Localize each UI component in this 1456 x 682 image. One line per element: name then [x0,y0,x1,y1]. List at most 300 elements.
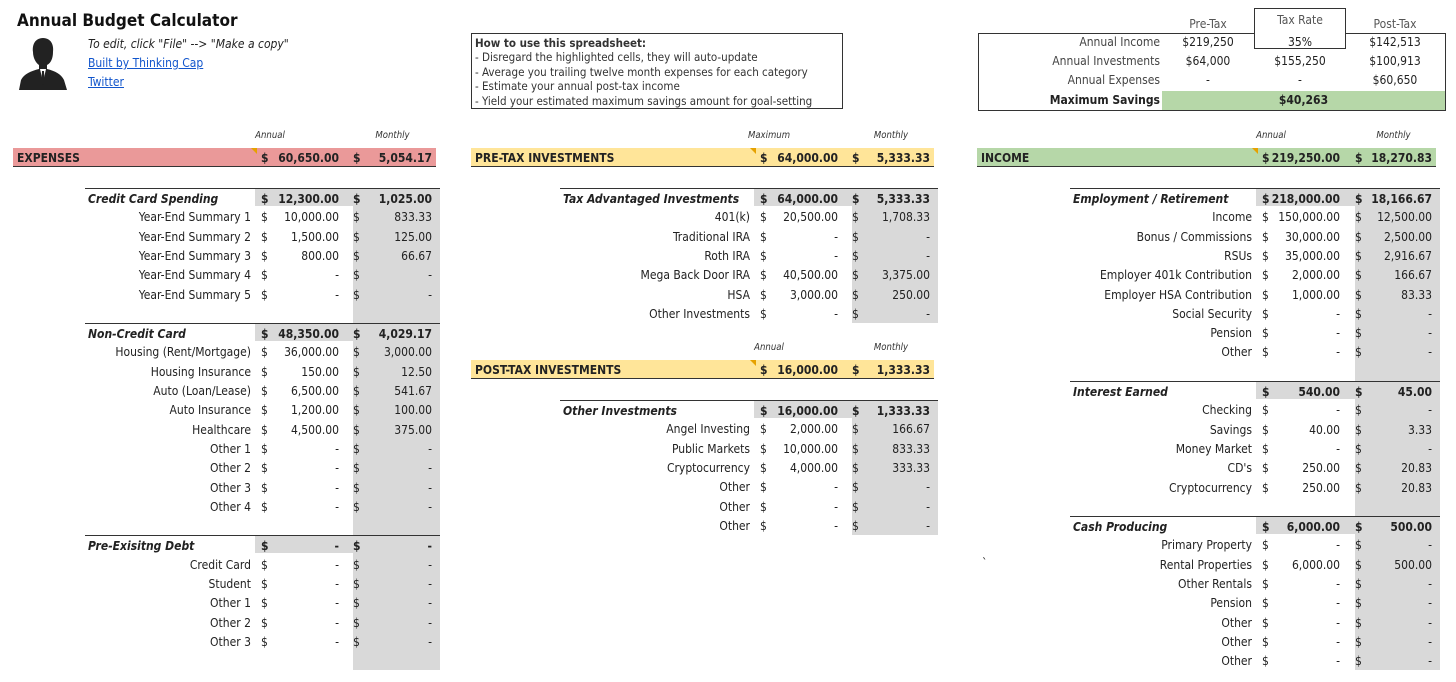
summary-post-value: $142,513 [1369,35,1421,49]
expenses-band [13,148,436,167]
expenses-row-annual[interactable]: - [335,577,339,591]
posttax-section-monthly: 1,333.33 [876,404,930,418]
posttax-section-dollar: $ [852,404,860,418]
expenses-row-dollar: $ [353,634,360,649]
income-row-monthly: 20.83 [1401,480,1432,495]
posttax-row-dollar: $ [852,499,859,514]
expenses-section-monthly: 1,025.00 [378,192,432,206]
pretax-row-dollar: $ [852,268,859,283]
tax-rate-header: Tax Rate [1254,8,1346,49]
summary-mid-value: 35% [1288,35,1312,49]
expenses-row-label: Year-End Summary 4 [138,268,251,283]
income-row-annual[interactable]: - [1336,441,1340,456]
expenses-header-annual: Annual [255,130,285,141]
summary-row-label: Annual Expenses [1067,73,1160,88]
posttax-row-annual[interactable]: 2,000.00 [789,422,838,437]
posttax-row-dollar: $ [760,441,767,456]
expenses-row-annual[interactable]: - [335,441,339,456]
expenses-row-annual[interactable]: 10,000.00 [284,210,339,225]
howto-line: - Disregard the highlighted cells, they will auto-update [475,50,758,65]
posttax-row-monthly: - [926,518,930,533]
income-row-monthly: - [1428,306,1432,321]
pretax-row-monthly: - [926,306,930,321]
income-section-monthly: 18,166.67 [1371,192,1432,206]
expenses-section-dollar: $ [261,327,269,342]
pretax-section-annual: 64,000.00 [777,192,838,206]
income-row-label: Employer HSA Contribution [1104,287,1252,302]
howto-line: - Yield your estimated maximum savings amount for goal-setting [475,93,813,108]
pretax-section-dollar: $ [852,192,860,206]
income-row-monthly: 166.67 [1394,268,1432,283]
posttax-section-title: Other Investments [563,404,677,418]
expenses-row-label: Year-End Summary 5 [138,287,251,302]
expenses-row-dollar: $ [261,210,268,225]
income-row-dollar: $ [1262,557,1269,572]
income-row-annual[interactable]: - [1336,596,1340,611]
expenses-row-monthly: - [428,499,432,514]
posttax-table-row[interactable] [0,516,930,535]
expenses-row-label: Credit Card [189,557,251,572]
expenses-band-monthly: 5,054.17 [378,151,432,165]
expenses-row-dollar: $ [261,441,268,456]
income-row-annual[interactable]: - [1336,538,1340,553]
income-section-title: Interest Earned [1073,385,1168,399]
income-section-dollar: $ [1262,192,1270,206]
posttax-section-header [560,400,938,419]
income-row-annual[interactable]: - [1336,654,1340,669]
posttax-row-monthly: 833.33 [892,441,930,456]
expenses-band-label: EXPENSES [17,151,80,165]
expenses-row-monthly: 833.33 [394,210,432,225]
income-row-monthly: 20.83 [1401,461,1432,476]
income-row-annual[interactable]: - [1336,306,1340,321]
income-row-label: Pension [1210,326,1252,341]
income-section-monthly: 500.00 [1390,520,1432,535]
expenses-row-label: Auto (Loan/Lease) [153,384,251,398]
posttax-row-annual[interactable]: - [834,499,838,514]
expenses-band-dollar: $ [353,151,361,165]
income-row-monthly: - [1428,441,1432,456]
expenses-row-dollar: $ [353,499,360,514]
income-section-title: Cash Producing [1073,520,1168,535]
expenses-row-dollar: $ [261,480,268,495]
income-row-annual[interactable]: 35,000.00 [1285,248,1340,263]
expenses-section-title: Credit Card Spending [88,192,219,206]
summary-row-label: Annual Income [1079,35,1160,49]
pretax-row-dollar: $ [760,229,767,244]
pretax-band-annual: 64,000.00 [777,151,838,165]
expenses-row-dollar: $ [353,210,360,225]
expenses-row-dollar: $ [261,557,268,572]
income-row-dollar: $ [1355,248,1362,263]
posttax-row-dollar: $ [760,518,767,533]
pretax-row-annual[interactable]: 40,500.00 [783,268,838,283]
expenses-table-row[interactable] [0,381,432,400]
pretax-band-label: PRE-TAX INVESTMENTS [475,151,615,165]
expenses-section-monthly: - [427,539,432,554]
expenses-row-label: Housing Insurance [150,364,251,379]
income-row-annual[interactable]: - [1336,615,1340,630]
income-header-monthly: Monthly [1376,130,1411,141]
pretax-row-label: Mega Back Door IRA [640,268,750,283]
posttax-row-dollar: $ [760,460,767,475]
income-row-dollar: $ [1262,577,1269,591]
expenses-row-label: Student [208,577,251,591]
income-section-header [1070,188,1440,207]
income-row-label: Other [1221,634,1252,649]
expenses-row-dollar: $ [353,441,360,456]
summary-mid-value: $155,250 [1274,54,1326,69]
howto-line: - Average you trailing twelve month expenses for each category [475,64,808,79]
posttax-row-dollar: $ [760,422,767,437]
posttax-band-dollar: $ [852,363,860,377]
expenses-row-dollar: $ [353,461,360,476]
income-row-dollar: $ [1262,461,1269,476]
pretax-row-dollar: $ [760,210,767,225]
pretax-row-monthly: - [926,229,930,244]
income-row-dollar: $ [1355,306,1362,321]
posttax-row-monthly: - [926,480,930,495]
income-row-dollar: $ [1355,441,1362,456]
expenses-row-label: Other 2 [210,461,251,476]
expenses-row-dollar: $ [353,577,360,591]
expenses-row-annual[interactable]: 1,500.00 [290,229,339,244]
pretax-row-label: Traditional IRA [672,229,750,244]
income-row-annual[interactable]: 40.00 [1309,422,1340,437]
income-row-annual[interactable]: 6,000.00 [1291,557,1340,572]
expenses-section-annual: 12,300.00 [278,192,339,206]
income-header-annual: Annual [1256,130,1286,141]
income-band-dollar: $ [1262,151,1270,165]
income-row-label: Employer 401k Contribution [1099,268,1252,283]
income-row-dollar: $ [1355,268,1362,283]
pretax-band-dollar: $ [760,151,768,165]
pretax-row-annual[interactable]: 3,000.00 [789,287,838,302]
income-row-annual[interactable]: 150,000.00 [1278,210,1340,225]
expenses-table-row[interactable] [0,362,432,381]
expenses-section-dollar: $ [353,192,361,206]
expenses-row-annual[interactable]: 150.00 [301,364,339,379]
max-savings-label: Maximum Savings [1049,92,1160,107]
income-row-dollar: $ [1262,441,1269,456]
expenses-header-monthly: Monthly [375,130,410,141]
income-row-monthly: - [1428,326,1432,341]
twitter-link[interactable]: Twitter [88,75,124,89]
income-row-dollar: $ [1355,210,1362,225]
pretax-row-label: Other Investments [649,306,750,321]
income-row-dollar: $ [1262,422,1269,437]
income-row-dollar: $ [1262,306,1269,321]
income-row-label: Bonus / Commissions [1136,229,1252,244]
posttax-row-label: Public Markets [671,441,750,456]
posttax-row-dollar: $ [852,422,859,437]
posttax-row-monthly: 166.67 [892,422,930,437]
pretax-row-monthly: 250.00 [892,287,930,302]
income-section-annual: 540.00 [1298,385,1340,399]
posttax-row-dollar: $ [852,460,859,475]
income-row-dollar: $ [1355,596,1362,611]
income-row-dollar: $ [1355,287,1362,302]
income-row-dollar: $ [1355,403,1362,418]
income-section-header [1070,381,1440,400]
pretax-row-dollar: $ [852,229,859,244]
expenses-row-dollar: $ [261,384,268,398]
max-savings-value: $40,263 [1278,92,1329,107]
pretax-row-dollar: $ [760,248,767,263]
income-row-monthly: 500.00 [1394,557,1432,572]
posttax-section-annual: 16,000.00 [777,404,838,418]
income-band-label: INCOME [981,151,1030,165]
posttax-band-dollar: $ [760,363,768,377]
expenses-row-monthly: 375.00 [394,422,432,437]
expenses-row-annual[interactable]: - [335,596,339,611]
howto-heading: How to use this spreadsheet: [475,36,647,50]
howto-line: - Estimate your annual post-tax income [475,79,680,94]
expenses-row-label: Other 1 [210,441,251,456]
summary-post-value: $100,913 [1369,54,1421,69]
expenses-section-dollar: $ [261,539,269,554]
income-row-dollar: $ [1262,403,1269,418]
pretax-section-dollar: $ [760,192,768,206]
pretax-row-label: 401(k) [714,210,750,225]
expenses-section-annual: 48,350.00 [278,327,339,342]
expenses-row-dollar: $ [353,422,360,437]
expenses-row-label: Other 1 [210,596,251,611]
income-section-title: Employment / Retirement [1073,192,1229,206]
expenses-section-header [85,188,440,207]
income-row-dollar: $ [1262,268,1269,283]
posttax-band [471,360,934,379]
posttax-row-monthly: 333.33 [892,460,930,475]
pretax-row-annual[interactable]: - [834,229,838,244]
posttax-row-annual[interactable]: - [834,480,838,495]
post-tax-header: Post-Tax [1373,17,1417,31]
income-row-monthly: - [1428,403,1432,418]
expenses-row-monthly: 100.00 [394,403,432,418]
expenses-row-annual[interactable]: - [335,287,339,302]
income-row-dollar: $ [1355,634,1362,649]
income-row-monthly: - [1428,615,1432,630]
income-section-dollar: $ [1262,520,1270,535]
income-row-dollar: $ [1262,326,1269,341]
built-by-link[interactable]: Built by Thinking Cap [88,56,204,70]
expenses-row-label: Auto Insurance [169,403,251,418]
income-row-dollar: $ [1355,345,1362,360]
income-row-dollar: $ [1262,345,1269,360]
posttax-row-label: Other [719,499,750,514]
pretax-row-annual[interactable]: 20,500.00 [783,210,838,225]
income-row-dollar: $ [1355,229,1362,244]
expenses-row-monthly: - [428,441,432,456]
income-row-annual[interactable]: - [1336,403,1340,418]
posttax-row-monthly: - [926,499,930,514]
expenses-row-annual[interactable]: - [335,634,339,649]
posttax-row-annual[interactable]: 10,000.00 [783,441,838,456]
income-band-annual: 219,250.00 [1271,151,1340,165]
summary-pre-value: $64,000 [1185,54,1231,69]
income-band-dollar: $ [1355,151,1363,165]
income-row-annual[interactable]: 2,000.00 [1291,268,1340,283]
income-row-annual[interactable]: - [1336,634,1340,649]
expenses-row-monthly: - [428,287,432,302]
income-row-dollar: $ [1355,654,1362,669]
summary-pre-value: $219,250 [1182,35,1234,49]
pretax-row-monthly: - [926,248,930,263]
expenses-row-annual[interactable]: 6,500.00 [290,384,339,398]
summary-mid-value: - [1298,73,1302,88]
pretax-band [471,148,934,167]
income-row-monthly: 2,916.67 [1383,248,1432,263]
pretax-row-annual[interactable]: - [834,306,838,321]
income-table-row[interactable] [0,651,1432,670]
income-row-label: Other [1221,654,1252,669]
expenses-row-annual[interactable]: - [335,499,339,514]
expenses-row-dollar: $ [353,268,360,283]
income-row-dollar: $ [1262,210,1269,225]
income-row-label: Other Rentals [1178,577,1252,591]
pretax-row-dollar: $ [760,306,767,321]
income-section-header [1070,516,1440,535]
posttax-row-label: Cryptocurrency [666,460,750,475]
expenses-row-monthly: - [428,615,432,630]
expenses-row-dollar: $ [353,229,360,244]
income-row-dollar: $ [1355,480,1362,495]
pretax-row-dollar: $ [852,210,859,225]
expenses-row-dollar: $ [261,287,268,302]
income-row-dollar: $ [1262,634,1269,649]
expenses-row-label: Housing (Rent/Mortgage) [115,345,251,360]
posttax-row-label: Other [719,518,750,533]
income-row-annual[interactable]: 1,000.00 [1291,287,1340,302]
income-row-monthly: 2,500.00 [1383,229,1432,244]
howto-box [471,33,843,109]
pre-tax-header: Pre-Tax [1189,17,1227,31]
posttax-row-dollar: $ [760,499,767,514]
summary-post-value: $60,650 [1372,73,1418,88]
posttax-row-dollar: $ [760,480,767,495]
income-row-annual[interactable]: - [1336,577,1340,591]
income-row-dollar: $ [1355,461,1362,476]
pretax-row-annual[interactable]: - [834,248,838,263]
avatar-silhouette-icon [18,36,68,90]
income-row-monthly: - [1428,654,1432,669]
expenses-row-dollar: $ [261,499,268,514]
income-row-dollar: $ [1262,538,1269,553]
expenses-row-label: Other 4 [210,499,251,514]
income-row-dollar: $ [1262,248,1269,263]
income-section-dollar: $ [1355,192,1363,206]
posttax-row-annual[interactable]: - [834,518,838,533]
expenses-row-dollar: $ [353,557,360,572]
income-band-marker-icon [1252,148,1258,154]
expenses-row-annual[interactable]: - [335,268,339,283]
summary-row-label: Annual Investments [1052,54,1160,69]
posttax-row-label: Other [719,480,750,495]
expenses-row-annual[interactable]: - [335,480,339,495]
expenses-section-header [85,535,440,554]
income-row-monthly: 3.33 [1407,422,1432,437]
expenses-row-monthly: 541.67 [394,384,432,398]
income-row-monthly: 83.33 [1401,287,1432,302]
expenses-row-dollar: $ [353,384,360,398]
expenses-row-dollar: $ [353,596,360,611]
income-row-dollar: $ [1355,577,1362,591]
income-row-dollar: $ [1262,229,1269,244]
expenses-row-dollar: $ [261,422,268,437]
expenses-row-dollar: $ [261,461,268,476]
posttax-row-label: Angel Investing [666,422,750,437]
expenses-row-dollar: $ [261,229,268,244]
income-section-annual: 218,000.00 [1271,192,1340,206]
expenses-row-annual[interactable]: 36,000.00 [284,345,339,360]
pretax-row-dollar: $ [852,306,859,321]
pretax-row-dollar: $ [760,268,767,283]
expenses-row-annual[interactable]: 4,500.00 [290,422,339,437]
expenses-section-dollar: $ [353,539,361,554]
income-row-label: Income [1212,210,1252,225]
expenses-band-marker-icon [251,148,257,154]
pretax-band-monthly: 5,333.33 [876,151,930,165]
expenses-row-annual[interactable]: 800.00 [301,248,339,263]
pretax-row-monthly: 3,375.00 [881,268,930,283]
income-row-annual[interactable]: 250.00 [1302,480,1340,495]
income-section-annual: 6,000.00 [1286,520,1340,535]
posttax-row-dollar: $ [852,518,859,533]
posttax-band-marker-icon [750,360,756,366]
posttax-band-label: POST-TAX INVESTMENTS [475,363,622,377]
income-row-dollar: $ [1262,654,1269,669]
expenses-section-header [85,323,440,342]
pretax-section-title: Tax Advantaged Investments [563,192,740,206]
expenses-row-monthly: 3,000.00 [383,345,432,360]
income-row-annual[interactable]: - [1336,326,1340,341]
expenses-row-dollar: $ [353,480,360,495]
pretax-row-label: Roth IRA [704,248,750,263]
expenses-row-monthly: 125.00 [394,229,432,244]
pretax-band-marker-icon [750,148,756,154]
expenses-row-dollar: $ [261,403,268,418]
income-row-label: Savings [1209,422,1252,437]
income-row-monthly: - [1428,634,1432,649]
pretax-section-header [560,188,938,207]
expenses-row-dollar: $ [353,345,360,360]
income-row-annual[interactable]: 250.00 [1302,461,1340,476]
expenses-row-annual[interactable]: 1,200.00 [290,403,339,418]
income-row-dollar: $ [1355,538,1362,553]
expenses-row-label: Other 3 [210,634,251,649]
pretax-row-monthly: 1,708.33 [881,210,930,225]
posttax-band-monthly: 1,333.33 [876,363,930,377]
expenses-row-annual[interactable]: - [335,615,339,630]
income-row-dollar: $ [1262,615,1269,630]
income-row-dollar: $ [1262,287,1269,302]
income-band-monthly: 18,270.83 [1371,151,1432,165]
expenses-row-annual[interactable]: - [335,461,339,476]
expenses-row-dollar: $ [353,403,360,418]
expenses-row-annual[interactable]: - [335,557,339,572]
income-row-monthly: - [1428,345,1432,360]
expenses-band-dollar: $ [261,151,269,165]
income-row-label: Money Market [1175,441,1252,456]
expenses-row-monthly: - [428,596,432,611]
income-row-annual[interactable]: 30,000.00 [1285,229,1340,244]
income-row-annual[interactable]: - [1336,345,1340,360]
expenses-row-monthly: - [428,557,432,572]
expenses-row-label: Year-End Summary 2 [138,229,251,244]
pretax-row-dollar: $ [760,287,767,302]
expenses-section-monthly: 4,029.17 [378,327,432,342]
posttax-row-annual[interactable]: 4,000.00 [789,460,838,475]
